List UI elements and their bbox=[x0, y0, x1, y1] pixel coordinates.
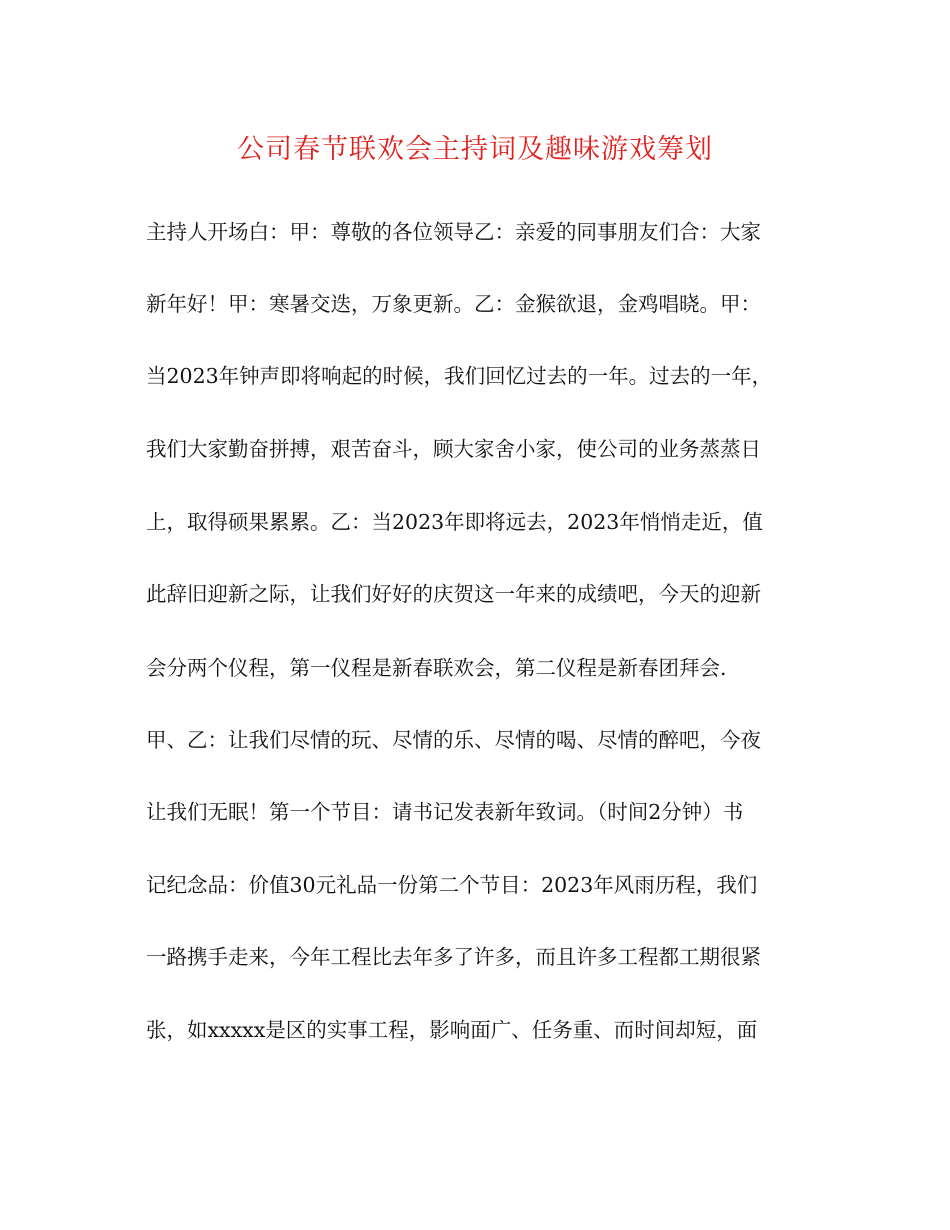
body-line-3: 当2023年钟声即将响起的时候，我们回忆过去的一年。过去的一年， bbox=[146, 364, 773, 388]
body-line-2: 新年好！甲：寒暑交迭，万象更新。乙：金猴欲退，金鸡唱晓。甲： bbox=[146, 292, 761, 316]
body-line-10: 记纪念品：价值30元礼品一份第二个节目：2023年风雨历程，我们 bbox=[146, 873, 758, 897]
body-line-4: 我们大家勤奋拼搏，艰苦奋斗，顾大家舍小家，使公司的业务蒸蒸日 bbox=[146, 437, 761, 461]
body-line-12: 张，如xxxxx是区的实事工程，影响面广、任务重、而时间却短，面 bbox=[146, 1018, 758, 1042]
body-line-5: 上，取得硕果累累。乙：当2023年即将远去，2023年悄悄走近，值 bbox=[146, 510, 763, 534]
body-line-9: 让我们无眠！第一个节目：请书记发表新年致词。（时间2分钟）书 bbox=[146, 800, 744, 824]
document-title: 公司春节联欢会主持词及趣味游戏筹划 bbox=[237, 134, 713, 165]
body-line-8: 甲、乙：让我们尽情的玩、尽情的乐、尽情的喝、尽情的醉吧，今夜 bbox=[146, 728, 761, 752]
body-line-7: 会分两个仪程，第一仪程是新春联欢会，第二仪程是新春团拜会. bbox=[146, 656, 727, 680]
body-line-11: 一路携手走来，今年工程比去年多了许多，而且许多工程都工期很紧 bbox=[146, 945, 761, 969]
body-line-1: 主持人开场白：甲：尊敬的各位领导乙：亲爱的同事朋友们合：大家 bbox=[146, 220, 761, 244]
body-line-6: 此辞旧迎新之际，让我们好好的庆贺这一年来的成绩吧，今天的迎新 bbox=[146, 582, 761, 606]
